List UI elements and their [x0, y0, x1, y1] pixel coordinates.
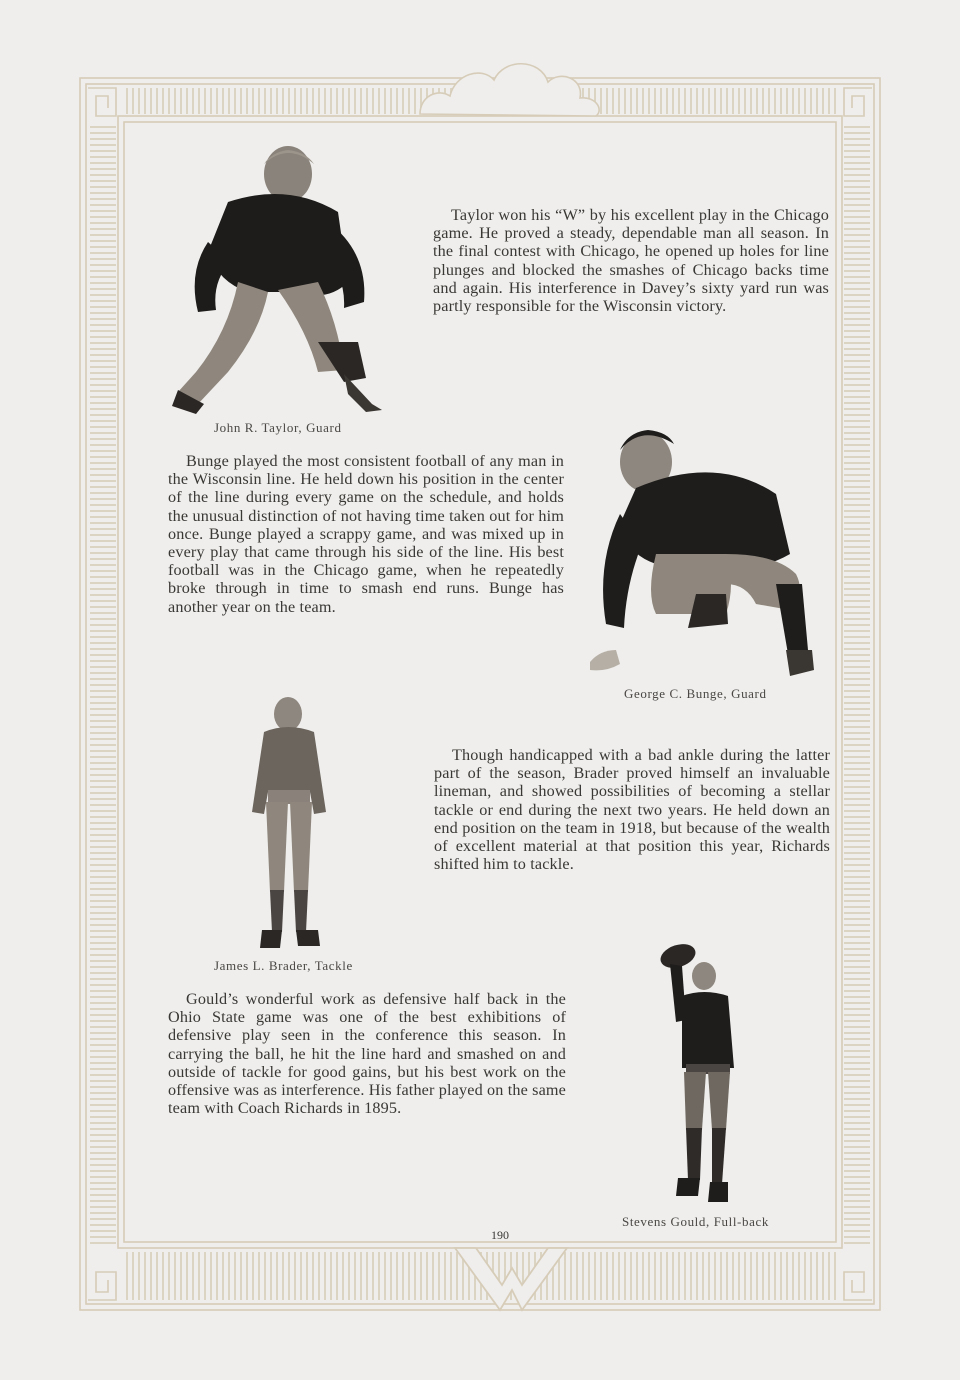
caption-gould: Stevens Gould, Full-back — [622, 1214, 769, 1229]
paragraph-brader: Though handicapped with a bad ankle during the latter part of the season, Brader proved himself an invaluable lineman, and showed possibilities of becoming a stellar tackle or end during the next two years. He held down an end position on the team in 1918, but because of the wealth of excellent material at that position this year, Richards shifted him to tackle. — [434, 746, 830, 874]
caption-bunge: George C. Bunge, Guard — [624, 686, 767, 701]
paragraph-taylor: Taylor won his “W” by his excellent play in the Chicago game. He proved a steady, dependable man all season. In the final contest with Chicago, he opened up holes for line plunges and blocked the smashes of Chicago backs time and again. His interference in Davey’s sixty yard run was partly responsible for the Wisconsin victory. — [433, 206, 829, 316]
paragraph-bunge: Bunge played the most consistent football of any man in the Wisconsin line. He held down his position in the center of the line during every game on the schedule, and holds the unusual distinction of not having time taken out for him once. Bunge played a scrappy game, and was mixed up in every play that came through his side of the line. His best football was in the Chicago game, when he repeatedly broke through in time to smash end runs. Bunge has another year on the team. — [168, 452, 564, 616]
paragraph-gould: Gould’s wonderful work as defensive half back in the Ohio State game was one of the best exhibitions of defensive play seen in the conference this season. In carrying the ball, he hit the line hard and smashed on and outside of tackle for good gains, but his best work on the offensive was as interference. His father played on the same team with Coach Richards in 1895. — [168, 990, 566, 1118]
caption-taylor: John R. Taylor, Guard — [214, 420, 342, 435]
player-photo-bunge — [576, 414, 834, 682]
player-photo-taylor — [168, 142, 400, 416]
caption-brader: James L. Brader, Tackle — [214, 958, 353, 973]
page-number: 190 — [491, 1228, 509, 1242]
player-photo-gould — [656, 940, 740, 1210]
player-photo-brader — [244, 692, 334, 954]
